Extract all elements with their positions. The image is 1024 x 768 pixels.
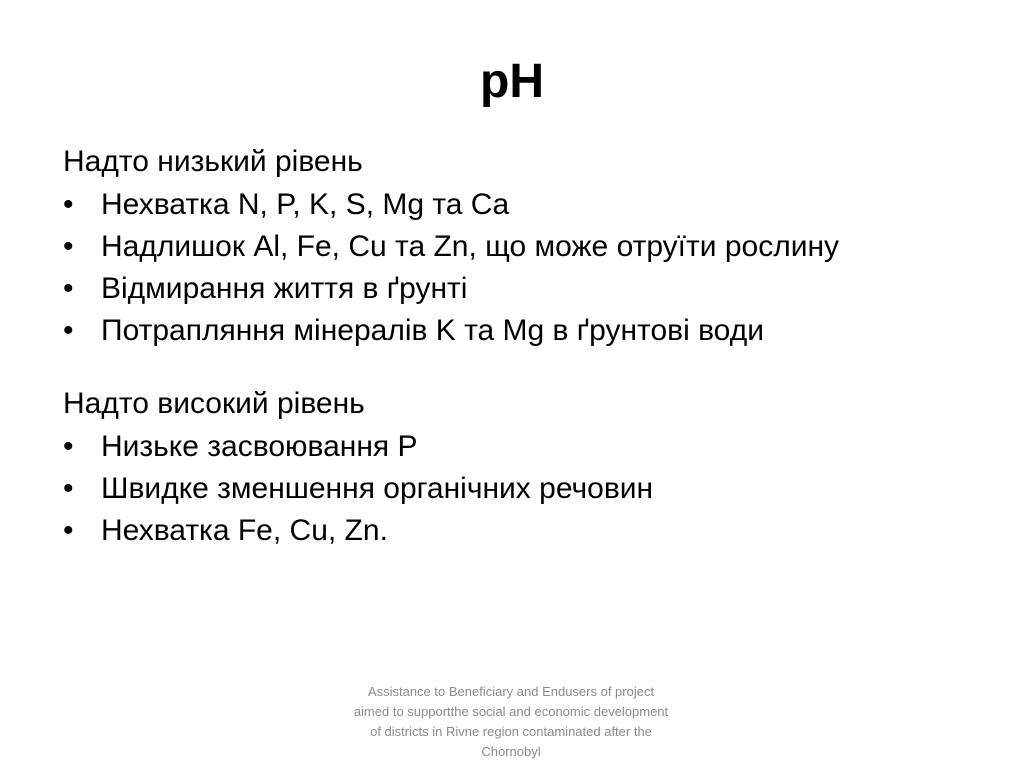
footer-note: Assistance to Beneficiary and Endusers of project aimed to supportthe social and economic development of districts in Rivne region contaminated after the Chornobyl <box>353 684 669 759</box>
list-item-text: Швидке зменшення органічних речовин <box>101 472 654 505</box>
bullet-icon: • <box>63 514 74 547</box>
bullet-list-low <box>63 187 983 349</box>
bullet-icon: • <box>63 430 74 463</box>
list-item-text: Нехватка Fe, Cu, Zn. <box>101 514 388 547</box>
list-item <box>63 229 983 265</box>
section-heading-high: Надто високий рівень <box>63 387 365 420</box>
list-item <box>63 187 983 223</box>
bullet-icon: • <box>63 230 74 263</box>
list-item-text: Низьке засвоювання P <box>101 430 418 463</box>
list-item-text: Потрапляння мінералів K та Mg в ґрунтові води <box>101 314 764 347</box>
list-item <box>63 429 983 465</box>
bullet-list-high <box>63 429 983 549</box>
section-spacer <box>63 349 983 385</box>
bullet-icon: • <box>63 188 74 221</box>
bullet-icon: • <box>63 314 74 347</box>
list-item <box>63 471 983 507</box>
list-item <box>63 313 983 349</box>
bullet-icon: • <box>63 272 74 305</box>
slide-content <box>63 143 983 549</box>
list-item <box>63 513 983 549</box>
list-item <box>63 271 983 307</box>
list-item-text: Відмирання життя в ґрунті <box>101 272 468 305</box>
list-item-text: Нехватка N, P, K, S, Mg та Ca <box>101 188 510 221</box>
section-heading-low: Надто низький рівень <box>63 145 363 178</box>
slide-title: pH <box>480 55 544 108</box>
bullet-icon: • <box>63 472 74 505</box>
list-item-text: Надлишок Al, Fe, Cu та Zn, що може отруїти рослину <box>101 230 840 263</box>
